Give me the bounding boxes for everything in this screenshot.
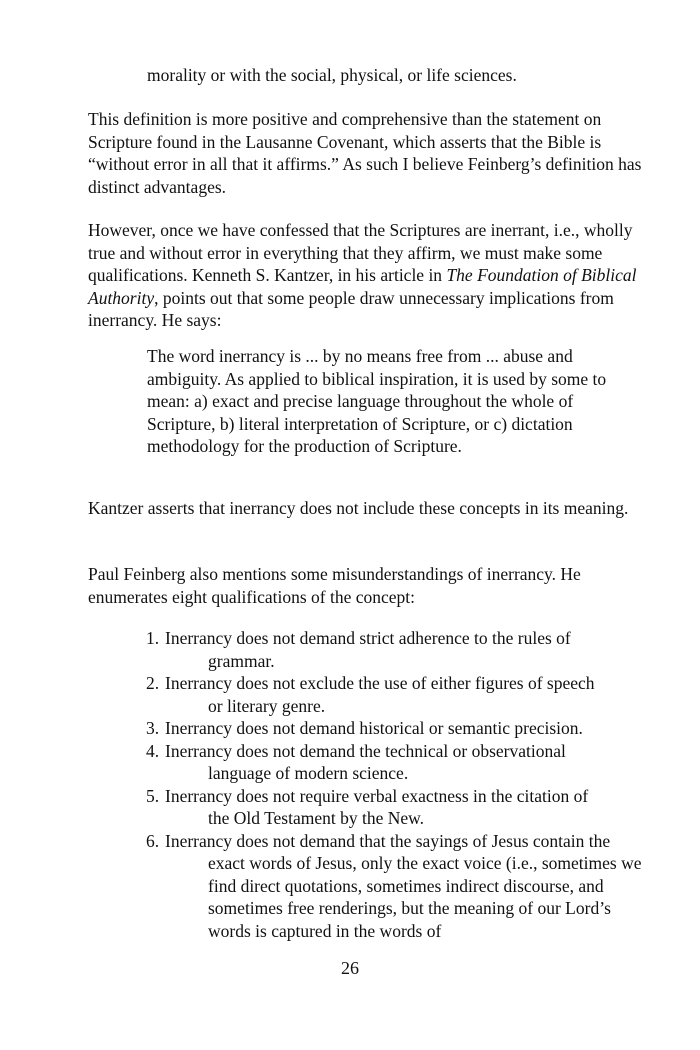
block-quote: The word inerrancy is ... by no means free from ... abuse and ambiguity. As applied to biblical inspiration, it is used by some to mean: a) exact and precise language throughout the whole of Scripture, b) literal interpretation of Scripture, or c) dictation methodology for the production of Scripture. (147, 346, 607, 456)
list-number: 5. (146, 785, 160, 806)
list-item-text: Inerrancy does not demand strict adherence to the rules of (165, 628, 571, 648)
continuation-text: morality or with the social, physical, or life sciences. (147, 65, 517, 85)
list-item (146, 627, 646, 672)
paragraph-qualifications-after: , points out that some people draw unnecessary implications from inerrancy. He says: (88, 287, 614, 330)
list-item (146, 785, 646, 830)
list-number: 1. (146, 628, 160, 648)
list-item (146, 717, 646, 740)
list-item-text: Inerrancy does not demand the technical or observational (165, 740, 566, 761)
paragraph-qualifications-before: However, once we have confessed that the Scriptures are inerrant, i.e., wholly true and without error in everything that they affirm, we must make some qualifications. Kenneth S. Kantzer, in his article in (88, 220, 633, 285)
list-item-continuation: or literary genre. (208, 695, 326, 716)
list-item-text: Inerrancy does not demand historical or semantic precision. (165, 718, 583, 738)
list-item-continuation: the Old Testament by the New. (208, 808, 425, 828)
list-item-text: Inerrancy does not exclude the use of either figures of speech (165, 673, 595, 693)
paragraph-feinberg: Paul Feinberg also mentions some misunderstandings of inerrancy. He enumerates eight qualifications of the concept: (88, 564, 581, 607)
list-item (146, 740, 646, 785)
list-item-text: Inerrancy does not demand that the sayings of Jesus contain the (165, 830, 611, 851)
page-number: 26 (341, 958, 359, 978)
book-title: The Foundation of Biblical Authority (88, 265, 637, 308)
list-item (146, 830, 646, 943)
list-item-continuation: language of modern science. (208, 763, 409, 783)
list-number: 6. (146, 830, 160, 851)
list-item (146, 672, 646, 717)
list-number: 4. (146, 740, 160, 761)
qualifications-list (146, 627, 646, 942)
list-item-continuation: grammar. (208, 650, 275, 671)
list-number: 2. (146, 673, 160, 693)
paragraph-qualifications (88, 219, 648, 332)
paragraph-kantzer: Kantzer asserts that inerrancy does not include these concepts in its meaning. (88, 498, 629, 518)
list-item-text: Inerrancy does not require verbal exactness in the citation of (165, 785, 589, 806)
list-item-continuation: exact words of Jesus, only the exact voice (i.e., sometimes we find direct quotations, sometimes indirect discourse, and sometimes free renderings, but the meaning of our Lord’s words is captured in the words of (208, 853, 642, 941)
paragraph-lausanne: This definition is more positive and comprehensive than the statement on Scripture found in the Lausanne Covenant, which asserts that the Bible is “without error in all that it affirms.” As such I believe Feinberg’s definition has distinct advantages. (88, 109, 642, 197)
list-number: 3. (146, 718, 160, 738)
